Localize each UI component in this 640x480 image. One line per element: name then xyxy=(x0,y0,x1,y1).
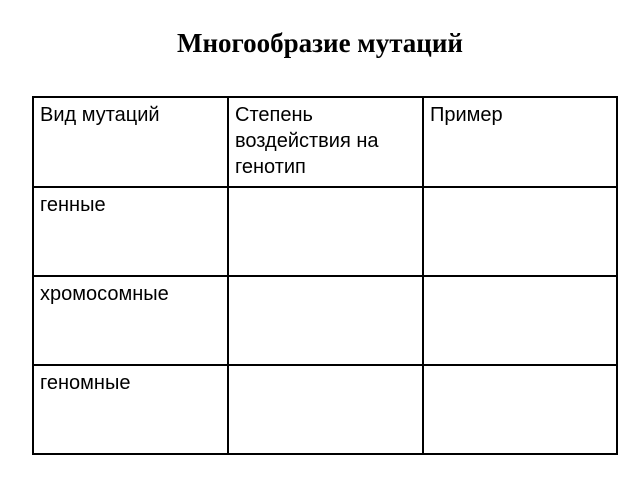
cell-impact-degree[interactable] xyxy=(228,365,423,454)
mutation-table xyxy=(32,96,618,455)
table-row xyxy=(33,187,617,276)
header-example: Пример xyxy=(423,97,617,187)
table-row xyxy=(33,276,617,365)
cell-example[interactable] xyxy=(423,276,617,365)
header-mutation-type: Вид мутаций xyxy=(33,97,228,187)
cell-mutation-type: генные xyxy=(33,187,228,276)
cell-example[interactable] xyxy=(423,187,617,276)
header-impact-degree: Степень воздействия на генотип xyxy=(228,97,423,187)
cell-impact-degree[interactable] xyxy=(228,187,423,276)
table-header-row xyxy=(33,97,617,187)
page-title: Многообразие мутаций xyxy=(177,28,463,58)
cell-mutation-type: геномные xyxy=(33,365,228,454)
cell-example[interactable] xyxy=(423,365,617,454)
table-row xyxy=(33,365,617,454)
cell-impact-degree[interactable] xyxy=(228,276,423,365)
cell-mutation-type: хромосомные xyxy=(33,276,228,365)
